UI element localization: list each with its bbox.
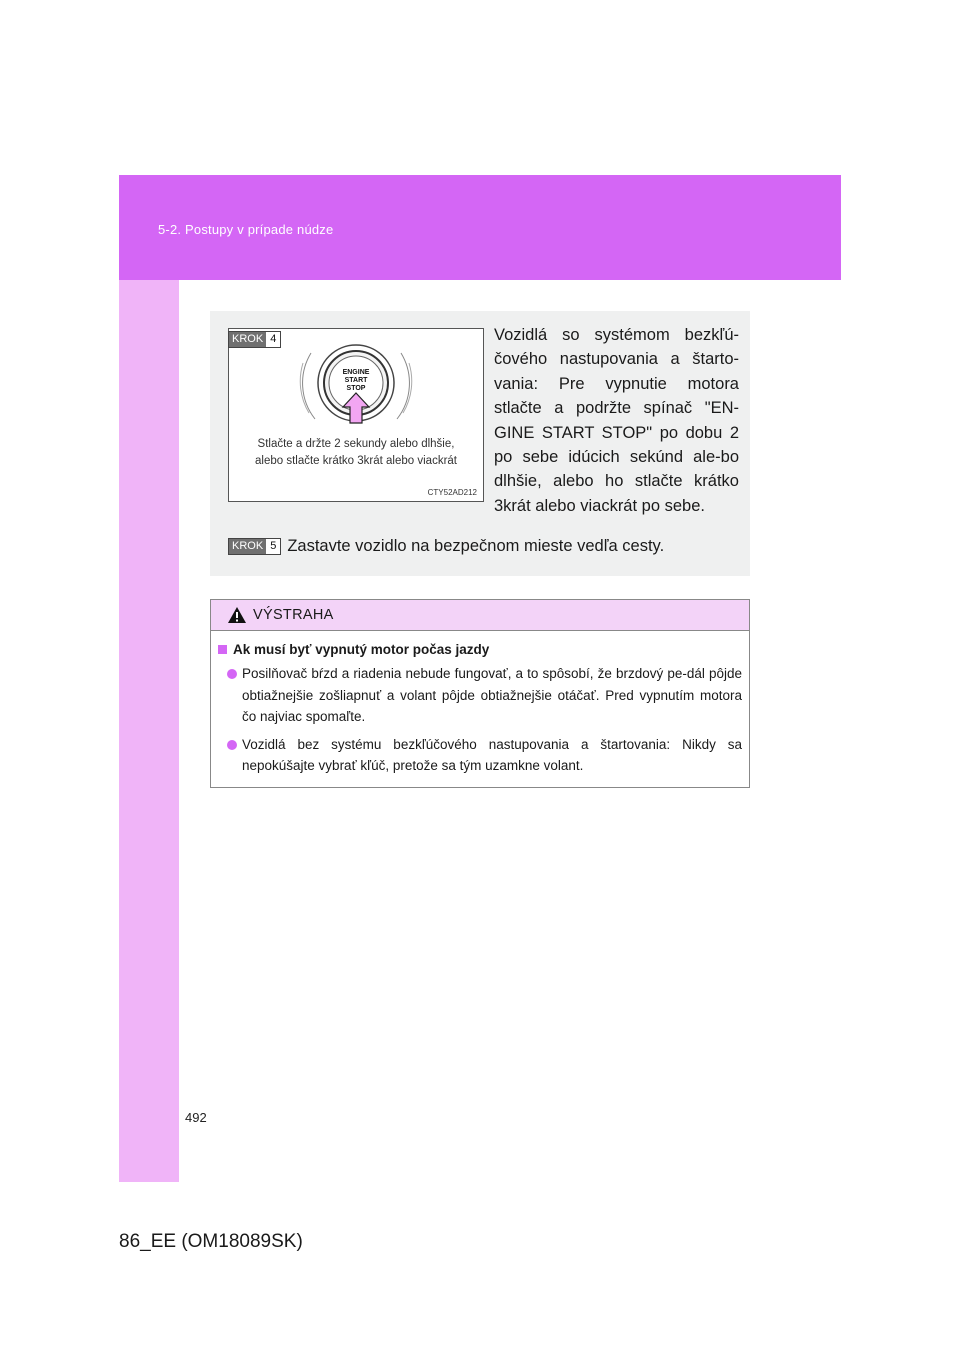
button-text-start: START xyxy=(344,377,368,384)
round-bullet-icon xyxy=(227,740,237,750)
step-4-badge xyxy=(228,331,281,348)
step-5-text: Zastavte vozidlo na bezpečnom mieste vedľa cesty. xyxy=(287,537,665,555)
warning-heading-text: Ak musí byť vypnutý motor počas jazdy xyxy=(233,642,490,657)
step-panel xyxy=(210,311,750,576)
illustration-code: CTY52AD212 xyxy=(427,488,477,497)
step-badge-label: KROK xyxy=(229,332,266,347)
square-bullet-icon xyxy=(218,645,227,654)
page-number: 492 xyxy=(185,1110,207,1125)
warning-item xyxy=(218,663,742,728)
round-bullet-icon xyxy=(227,669,237,679)
step-badge-label: KROK xyxy=(229,539,266,554)
button-text-engine: ENGINE xyxy=(342,369,370,376)
step-5-badge xyxy=(228,538,281,555)
caption-line-2: alebo stlačte krátko 3krát alebo viackrát xyxy=(255,455,457,467)
step-5-row xyxy=(228,537,664,556)
warning-title: VÝSTRAHA xyxy=(253,607,334,623)
button-text-stop: STOP xyxy=(346,385,366,392)
warning-triangle-icon xyxy=(227,606,247,624)
engine-button-illustration xyxy=(228,328,484,502)
step-badge-number: 4 xyxy=(270,333,277,345)
step-badge-number: 5 xyxy=(270,540,277,552)
warning-item-text: Vozidlá bez systému bezkľúčového nastupovania a štartovania: Nikdy sa nepokúšajte vybrať kľúč, pretože sa tým uzamkne volant. xyxy=(242,736,742,773)
section-title: 5-2. Postupy v prípade núdze xyxy=(158,222,334,237)
caption-line-1: Stlačte a držte 2 sekundy alebo dlhšie, xyxy=(257,438,455,450)
engine-start-stop-button-icon xyxy=(289,333,423,435)
chapter-side-band xyxy=(119,280,179,1182)
illustration-caption xyxy=(229,436,483,470)
warning-header xyxy=(211,600,749,631)
warning-heading xyxy=(218,642,742,657)
warning-box xyxy=(210,599,750,788)
footer-code: 86_EE (OM18089SK) xyxy=(119,1231,303,1252)
warning-item xyxy=(218,734,742,777)
warning-item-text: Posilňovač bŕzd a riadenia nebude fungovať, a to spôsobí, že brzdový pe-dál pôjde obtiažnejšie zošliapnuť a volant pôjde obtiažnejšie otáčať. Pred vypnutím motora čo najviac spomaľte. xyxy=(242,666,742,724)
warning-body xyxy=(211,631,749,777)
step-4-text: Vozidlá so systémom bezkľú-čového nastupovania a štarto-vania: Pre vypnutie motora stlačte a podržte spínač "EN-GINE START STOP" po dobu 2 po sebe idúcich sekúnd ale-bo dlhšie, alebo ho stlačte krátko 3krát alebo viackrát po sebe. xyxy=(494,326,739,515)
